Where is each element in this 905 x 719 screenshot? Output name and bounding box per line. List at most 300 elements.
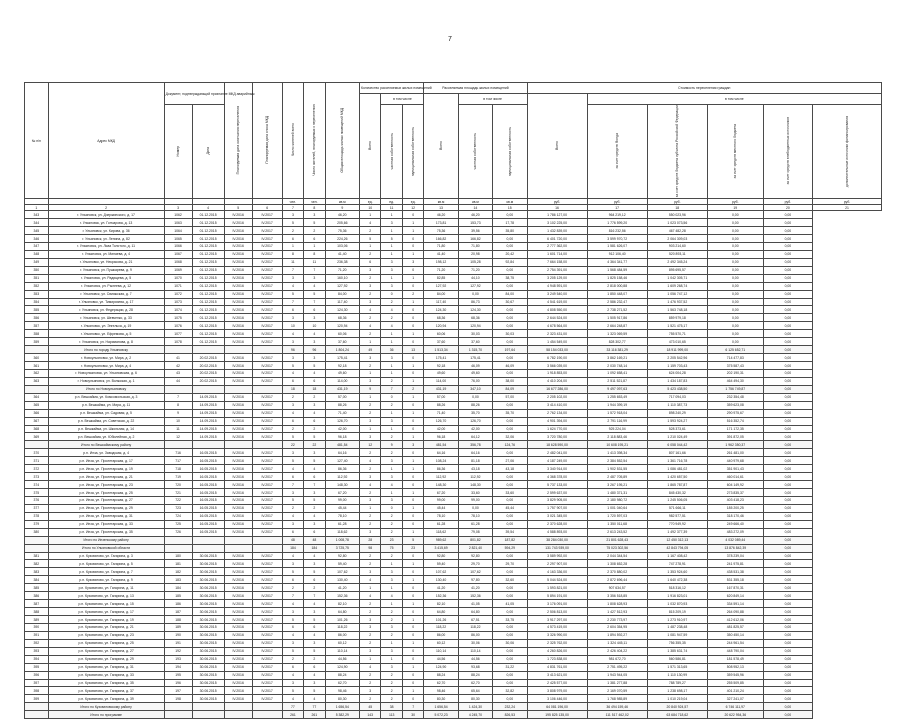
value-cell: 3 415,69 bbox=[424, 544, 458, 552]
table-row bbox=[25, 512, 882, 520]
row-number-cell: 384 bbox=[25, 576, 49, 584]
value-cell: 6 bbox=[282, 663, 303, 671]
value-cell: 68,36 bbox=[458, 314, 492, 322]
value-cell: 197,64 bbox=[493, 346, 527, 354]
row-number-cell bbox=[25, 711, 49, 719]
value-cell bbox=[224, 346, 252, 354]
value-cell: 5 bbox=[282, 457, 303, 465]
value-cell: 412 612,06 bbox=[707, 616, 763, 624]
value-cell: 0,00 bbox=[493, 623, 527, 631]
value-cell: 30,03 bbox=[493, 330, 527, 338]
value-cell: 6 401 720,00 bbox=[527, 235, 587, 243]
value-cell: 5 bbox=[282, 616, 303, 624]
value-cell: 126,70 bbox=[458, 417, 492, 425]
table-row bbox=[25, 528, 882, 536]
value-cell: 1 720 597,03 bbox=[587, 512, 647, 520]
address-cell: г. Ульяновск, ул. Свияжская, д. 7 bbox=[48, 290, 164, 298]
value-cell: 1 bbox=[381, 584, 402, 592]
value-cell: IV.2017 bbox=[252, 489, 282, 497]
value-cell: 1 480 371,31 bbox=[587, 489, 647, 497]
value-cell: 1 bbox=[381, 274, 402, 282]
value-cell: 84,00 bbox=[325, 290, 359, 298]
value-cell: 97,80 bbox=[458, 576, 492, 584]
value-cell: 3 bbox=[359, 266, 380, 274]
value-cell: 6 bbox=[304, 235, 325, 243]
value-cell: 1 bbox=[402, 600, 423, 608]
value-cell: 0,00 bbox=[763, 330, 812, 338]
value-cell: 0,00 bbox=[763, 631, 812, 639]
header-passport: Документ, подтверждающий признание МКД аварийным bbox=[164, 83, 224, 105]
value-cell: 39,54 bbox=[493, 528, 527, 536]
value-cell: IV.2016 bbox=[224, 584, 252, 592]
value-cell: 16.05.2015 bbox=[192, 489, 224, 497]
value-cell: 7 bbox=[304, 266, 325, 274]
table-row bbox=[25, 227, 882, 235]
value-cell: 1 593 924,27 bbox=[647, 417, 707, 425]
value-cell: 1 bbox=[402, 250, 423, 258]
value-cell: 0,00 bbox=[763, 504, 812, 512]
value-cell: 3 808 979,00 bbox=[527, 687, 587, 695]
header-planned-demolish: Планируемая дата сноса МКД bbox=[252, 83, 282, 199]
value-cell: 4 bbox=[381, 481, 402, 489]
value-cell: 0,00 bbox=[493, 568, 527, 576]
value-cell: 92,80 bbox=[458, 552, 492, 560]
value-cell: 86,36 bbox=[424, 465, 458, 473]
value-cell: 6 125 652,71 bbox=[707, 346, 763, 354]
value-cell: 16.05.2015 bbox=[192, 512, 224, 520]
value-cell: IV.2017 bbox=[252, 417, 282, 425]
value-cell: 4 bbox=[282, 465, 303, 473]
column-number: 5 bbox=[224, 205, 252, 211]
column-number: 4 bbox=[192, 205, 224, 211]
value-cell: 2 bbox=[359, 671, 380, 679]
value-cell: 12 450 312,13 bbox=[647, 536, 707, 544]
value-cell: 67,20 bbox=[325, 489, 359, 497]
value-cell: IV.2017 bbox=[252, 631, 282, 639]
header-passport-date: Дата bbox=[192, 105, 224, 199]
value-cell: 431,19 bbox=[325, 385, 359, 393]
value-cell: 4 bbox=[282, 631, 303, 639]
value-cell: 1 023 073,56 bbox=[647, 219, 707, 227]
value-cell: 0 bbox=[402, 369, 423, 377]
value-cell: 1 353 924,60 bbox=[647, 568, 707, 576]
value-cell: 0 bbox=[402, 242, 423, 250]
value-cell: 2 370 880,02 bbox=[587, 568, 647, 576]
value-cell: IV.2016 bbox=[224, 322, 252, 330]
value-cell: 120,94 bbox=[424, 322, 458, 330]
address-cell: р.п. Кузоватово, ул. Гагарина, д. 29 bbox=[48, 655, 164, 663]
value-cell: 0,00 bbox=[493, 322, 527, 330]
value-cell: 2 511 521,87 bbox=[587, 377, 647, 385]
value-cell: 1 bbox=[359, 242, 380, 250]
value-cell: 0 bbox=[402, 306, 423, 314]
value-cell: 192 bbox=[164, 647, 192, 655]
value-cell: 1 571 313,65 bbox=[647, 663, 707, 671]
value-cell: 0,00 bbox=[763, 425, 812, 433]
row-number-cell: 344 bbox=[25, 219, 49, 227]
row-number-cell: 356 bbox=[25, 314, 49, 322]
value-cell: IV.2017 bbox=[252, 354, 282, 362]
value-cell: 185 bbox=[164, 592, 192, 600]
value-cell: 0,00 bbox=[707, 322, 763, 330]
address-cell: г. Ульяновск, ул. Тимирязева, д. 17 bbox=[48, 298, 164, 306]
value-cell: IV.2016 bbox=[224, 695, 252, 703]
value-cell: 1 492 377,39 bbox=[647, 528, 707, 536]
value-cell: 30.06.2015 bbox=[192, 608, 224, 616]
value-cell: 3 021 345,00 bbox=[527, 512, 587, 520]
address-cell: г. Ульяновск, ул. Минаева, д. 4 bbox=[48, 250, 164, 258]
value-cell: 14.09.2015 bbox=[192, 401, 224, 409]
value-cell: 0,00 bbox=[493, 473, 527, 481]
row-number-cell: 353 bbox=[25, 290, 49, 298]
value-cell: 3 bbox=[381, 576, 402, 584]
value-cell: 2 bbox=[282, 393, 303, 401]
value-cell: 2 bbox=[359, 401, 380, 409]
address-cell: г. Ульяновск, ул. Пушкарева, д. 9 bbox=[48, 266, 164, 274]
row-number-cell bbox=[25, 544, 49, 552]
value-cell: 0 bbox=[402, 425, 423, 433]
value-cell: IV.2016 bbox=[224, 489, 252, 497]
value-cell: 1 bbox=[402, 219, 423, 227]
header-count-including: в том числе bbox=[381, 94, 424, 105]
value-cell: IV.2016 bbox=[224, 298, 252, 306]
value-cell: 249 666,40 bbox=[707, 520, 763, 528]
value-cell: 0,00 bbox=[493, 520, 527, 528]
value-cell: 1062 bbox=[164, 211, 192, 219]
value-cell: 4 bbox=[304, 631, 325, 639]
value-cell: 0,00 bbox=[763, 520, 812, 528]
value-cell: 57,00 bbox=[424, 393, 458, 401]
value-cell: IV.2016 bbox=[224, 258, 252, 266]
value-cell: 0,00 bbox=[763, 655, 812, 663]
value-cell: 2 bbox=[304, 425, 325, 433]
value-cell: 898 240,29 bbox=[647, 409, 707, 417]
value-cell: 3 bbox=[304, 401, 325, 409]
value-cell: 0,00 bbox=[707, 298, 763, 306]
address-cell: г. Ульяновск, ул. Энгельса, д. 19 bbox=[48, 322, 164, 330]
value-cell: 2 bbox=[381, 449, 402, 457]
value-cell: 13 876 842,39 bbox=[707, 544, 763, 552]
value-cell: IV.2017 bbox=[252, 584, 282, 592]
table-row bbox=[25, 496, 882, 504]
value-cell: 6 bbox=[304, 377, 325, 385]
value-cell: 124,30 bbox=[424, 306, 458, 314]
value-cell: 826,53 bbox=[493, 711, 527, 719]
value-cell: 37,60 bbox=[424, 338, 458, 346]
value-cell: 2 bbox=[282, 655, 303, 663]
value-cell: 01.12.2015 bbox=[192, 211, 224, 219]
value-cell: 1 110 387,73 bbox=[647, 401, 707, 409]
unit-cell: руб. bbox=[647, 199, 707, 205]
value-cell: 71,40 bbox=[424, 409, 458, 417]
value-cell: 1072 bbox=[164, 290, 192, 298]
value-cell: 4 bbox=[359, 576, 380, 584]
value-cell: 1 bbox=[402, 489, 423, 497]
value-cell: 1 bbox=[402, 393, 423, 401]
value-cell: 0,00 bbox=[493, 354, 527, 362]
value-cell: 518 316,12 bbox=[647, 584, 707, 592]
address-cell: р.п. Инза, ул. Пролетарская, д. 33 bbox=[48, 520, 164, 528]
value-cell: IV.2016 bbox=[224, 306, 252, 314]
value-cell: 0,00 bbox=[707, 227, 763, 235]
value-cell: 356,78 bbox=[458, 441, 492, 449]
value-cell: 0,00 bbox=[763, 314, 812, 322]
value-cell: 7 664 158,00 bbox=[527, 258, 587, 266]
value-cell: 925 224,04 bbox=[587, 425, 647, 433]
value-cell: IV.2016 bbox=[224, 227, 252, 235]
value-cell: 5 bbox=[304, 687, 325, 695]
value-cell: 39,56 bbox=[458, 227, 492, 235]
value-cell: 44,56 bbox=[325, 655, 359, 663]
column-number: 2 bbox=[48, 205, 164, 211]
value-cell: 3 326 990,00 bbox=[527, 631, 587, 639]
value-cell: 2 bbox=[359, 520, 380, 528]
value-cell: 5 bbox=[304, 290, 325, 298]
value-cell: 4 678 564,00 bbox=[527, 322, 587, 330]
table-row bbox=[25, 266, 882, 274]
value-cell: 67,20 bbox=[424, 489, 458, 497]
value-cell: 86,00 bbox=[458, 631, 492, 639]
value-cell: 0,00 bbox=[763, 544, 812, 552]
value-cell bbox=[192, 544, 224, 552]
value-cell: 1 bbox=[359, 655, 380, 663]
value-cell: 10 bbox=[164, 417, 192, 425]
value-cell: 12 bbox=[359, 441, 380, 449]
value-cell: 6 746 111,97 bbox=[707, 703, 763, 711]
table-row bbox=[25, 330, 882, 338]
value-cell: 4 831 761,00 bbox=[527, 663, 587, 671]
value-cell: 84,09 bbox=[493, 385, 527, 393]
table-row bbox=[25, 623, 882, 631]
value-cell: 0 bbox=[402, 568, 423, 576]
address-cell: р.п. Кузоватово, ул. Гагарина, д. 27 bbox=[48, 647, 164, 655]
value-cell: 1 776 599,20 bbox=[587, 219, 647, 227]
value-cell: 195 bbox=[164, 671, 192, 679]
value-cell: IV.2016 bbox=[224, 552, 252, 560]
value-cell: IV.2016 bbox=[224, 687, 252, 695]
address-cell: р.п. Кузоватово, ул. Гагарина, д. 15 bbox=[48, 600, 164, 608]
value-cell: 59,40 bbox=[325, 560, 359, 568]
address-cell: г. Ульяновск, ул. Дзержинского, д. 17 bbox=[48, 211, 164, 219]
value-cell: 1 723 838,00 bbox=[527, 655, 587, 663]
header-cost-extra2: дополнительные источники финансирования bbox=[813, 105, 882, 199]
value-cell: 105,28 bbox=[458, 258, 492, 266]
value-cell: 30,67 bbox=[493, 298, 527, 306]
address-cell: р.п. Инза, ул. Пролетарская, д. 27 bbox=[48, 496, 164, 504]
value-cell: 1 032 870,93 bbox=[647, 600, 707, 608]
value-cell: 1 bbox=[359, 584, 380, 592]
page-number: 7 bbox=[448, 36, 452, 43]
value-cell: 4 bbox=[304, 600, 325, 608]
value-cell: IV.2016 bbox=[224, 528, 252, 536]
value-cell: IV.2017 bbox=[252, 496, 282, 504]
value-cell: 110,14 bbox=[424, 647, 458, 655]
row-number-cell: 398 bbox=[25, 687, 49, 695]
value-cell: IV.2017 bbox=[252, 433, 282, 441]
value-cell: 41,05 bbox=[458, 600, 492, 608]
value-cell: 1 238 698,17 bbox=[647, 687, 707, 695]
value-cell: IV.2017 bbox=[252, 663, 282, 671]
value-cell: 1 385 631,74 bbox=[647, 647, 707, 655]
address-cell: р.п. Кузоватово, ул. Гагарина, д. 25 bbox=[48, 639, 164, 647]
value-cell: 0,00 bbox=[763, 512, 812, 520]
value-cell: IV.2016 bbox=[224, 314, 252, 322]
value-cell: 981 672,70 bbox=[587, 655, 647, 663]
value-cell: 30.06.2015 bbox=[192, 639, 224, 647]
value-cell: 2 325 762,00 bbox=[527, 639, 587, 647]
value-cell: 1 609 268,74 bbox=[647, 282, 707, 290]
value-cell: IV.2017 bbox=[252, 449, 282, 457]
value-cell: 2 bbox=[381, 687, 402, 695]
value-cell: 1 bbox=[381, 409, 402, 417]
value-cell: 594,29 bbox=[493, 544, 527, 552]
value-cell: IV.2016 bbox=[224, 616, 252, 624]
value-cell: 92,18 bbox=[424, 362, 458, 370]
value-cell: 61,28 bbox=[325, 520, 359, 528]
value-cell: 30.06.2015 bbox=[192, 616, 224, 624]
value-cell: 33 116 381,29 bbox=[587, 346, 647, 354]
value-cell: 20 622 954,36 bbox=[707, 711, 763, 719]
value-cell: 6 bbox=[282, 576, 303, 584]
value-cell: 9 497 097,63 bbox=[587, 385, 647, 393]
table-row bbox=[25, 687, 882, 695]
value-cell: 84,00 bbox=[493, 290, 527, 298]
value-cell bbox=[224, 441, 252, 449]
value-cell: 3 bbox=[304, 211, 325, 219]
header-total-area: Общая площадь жилых помещений МКД bbox=[325, 83, 359, 199]
value-cell: IV.2017 bbox=[252, 369, 282, 377]
address-cell: г. Новоульяновск, ул. Мира, д. 2 bbox=[48, 354, 164, 362]
value-cell: 37,60 bbox=[325, 338, 359, 346]
value-cell: 30.06.2015 bbox=[192, 687, 224, 695]
value-cell: 5 bbox=[304, 219, 325, 227]
value-cell bbox=[252, 346, 282, 354]
value-cell: 1 768 985,89 bbox=[587, 695, 647, 703]
value-cell: 2 613 243,52 bbox=[587, 528, 647, 536]
value-cell: 1074 bbox=[164, 306, 192, 314]
value-cell: 81,18 bbox=[458, 457, 492, 465]
value-cell: 964 219,12 bbox=[587, 211, 647, 219]
value-cell: 7 bbox=[304, 298, 325, 306]
value-cell: 114,00 bbox=[424, 377, 458, 385]
address-cell: р.п. Кузоватово, ул. Гагарина, д. 13 bbox=[48, 592, 164, 600]
header-cost-local: за счет средств местного бюджета bbox=[707, 105, 763, 199]
value-cell: 202 190,31 bbox=[707, 369, 763, 377]
value-cell: 1 381 277,88 bbox=[587, 679, 647, 687]
value-cell: IV.2017 bbox=[252, 679, 282, 687]
address-cell: Итого по Инзенскому району bbox=[48, 536, 164, 544]
value-cell: 182 bbox=[164, 568, 192, 576]
value-cell: 3 566 039,00 bbox=[527, 362, 587, 370]
value-cell: 0 bbox=[402, 314, 423, 322]
value-cell bbox=[164, 711, 192, 719]
value-cell: 5 bbox=[282, 687, 303, 695]
row-number-cell: 371 bbox=[25, 457, 49, 465]
value-cell bbox=[252, 711, 282, 719]
value-cell: 0 bbox=[402, 647, 423, 655]
value-cell: 86,73 bbox=[458, 298, 492, 306]
value-cell: IV.2016 bbox=[224, 409, 252, 417]
value-cell: 722 bbox=[164, 496, 192, 504]
value-cell: 185 200,25 bbox=[707, 504, 763, 512]
value-cell: 29,70 bbox=[458, 560, 492, 568]
value-cell: 3 bbox=[381, 258, 402, 266]
value-cell: 30.06.2015 bbox=[192, 631, 224, 639]
value-cell: 2 bbox=[381, 298, 402, 306]
header-premises-count: Количество расселяемых жилых помещений bbox=[359, 83, 423, 94]
value-cell: 1075 bbox=[164, 314, 192, 322]
value-cell: 1 bbox=[402, 687, 423, 695]
value-cell: 3 bbox=[359, 568, 380, 576]
value-cell: IV.2017 bbox=[252, 457, 282, 465]
value-cell: 112,92 bbox=[424, 473, 458, 481]
value-cell: 1 bbox=[381, 425, 402, 433]
value-cell: 92,80 bbox=[424, 552, 458, 560]
value-cell: 0,00 bbox=[763, 385, 812, 393]
value-cell: IV.2016 bbox=[224, 417, 252, 425]
value-cell: 16.05.2015 bbox=[192, 504, 224, 512]
value-cell: 1063 bbox=[164, 219, 192, 227]
value-cell: 2 bbox=[381, 528, 402, 536]
row-number-cell: 360 bbox=[25, 354, 49, 362]
header-area-private: частная собственность bbox=[458, 105, 492, 199]
value-cell: 1073 bbox=[164, 298, 192, 306]
value-cell: 64 081 196,00 bbox=[527, 703, 587, 711]
value-cell: 481,54 bbox=[325, 441, 359, 449]
value-cell: 0,00 bbox=[493, 584, 527, 592]
value-cell: 01.12.2015 bbox=[192, 258, 224, 266]
value-cell: 2 bbox=[359, 362, 380, 370]
value-cell: IV.2017 bbox=[252, 623, 282, 631]
column-number: 17 bbox=[587, 205, 647, 211]
value-cell: 224,26 bbox=[325, 235, 359, 243]
value-cell: 187 bbox=[164, 608, 192, 616]
value-cell: 1 bbox=[359, 425, 380, 433]
value-cell: 2 777 362,00 bbox=[527, 242, 587, 250]
value-cell: 76,00 bbox=[458, 377, 492, 385]
value-cell: 2 bbox=[359, 465, 380, 473]
value-cell: 38 bbox=[381, 703, 402, 711]
header-area-including: в том числе bbox=[458, 94, 527, 105]
column-number: 8 bbox=[304, 205, 325, 211]
value-cell: 01.12.2015 bbox=[192, 266, 224, 274]
value-cell: 0,00 bbox=[707, 266, 763, 274]
value-cell: 1 bbox=[402, 528, 423, 536]
value-cell: 327 241,07 bbox=[707, 695, 763, 703]
value-cell: 720 bbox=[164, 481, 192, 489]
value-cell: 232,24 bbox=[493, 703, 527, 711]
value-cell: IV.2016 bbox=[224, 496, 252, 504]
subtotal-row bbox=[25, 703, 882, 711]
value-cell: 717 bbox=[164, 457, 192, 465]
value-cell: 1 bbox=[282, 242, 303, 250]
header-count-total: Всего bbox=[359, 94, 380, 199]
value-cell: IV.2016 bbox=[224, 568, 252, 576]
value-cell: 351 901,43 bbox=[707, 465, 763, 473]
value-cell: 117,40 bbox=[325, 298, 359, 306]
value-cell: 1 bbox=[402, 409, 423, 417]
value-cell: 30.06.2015 bbox=[192, 663, 224, 671]
value-cell: IV.2017 bbox=[252, 425, 282, 433]
value-cell: 3 bbox=[381, 266, 402, 274]
value-cell: 3 bbox=[381, 647, 402, 655]
row-number-cell: 347 bbox=[25, 242, 49, 250]
value-cell: 0 bbox=[402, 695, 423, 703]
value-cell: 6 bbox=[304, 417, 325, 425]
value-cell: 62,70 bbox=[458, 679, 492, 687]
value-cell: 3 bbox=[381, 568, 402, 576]
value-cell: 1 110 130,99 bbox=[647, 671, 707, 679]
